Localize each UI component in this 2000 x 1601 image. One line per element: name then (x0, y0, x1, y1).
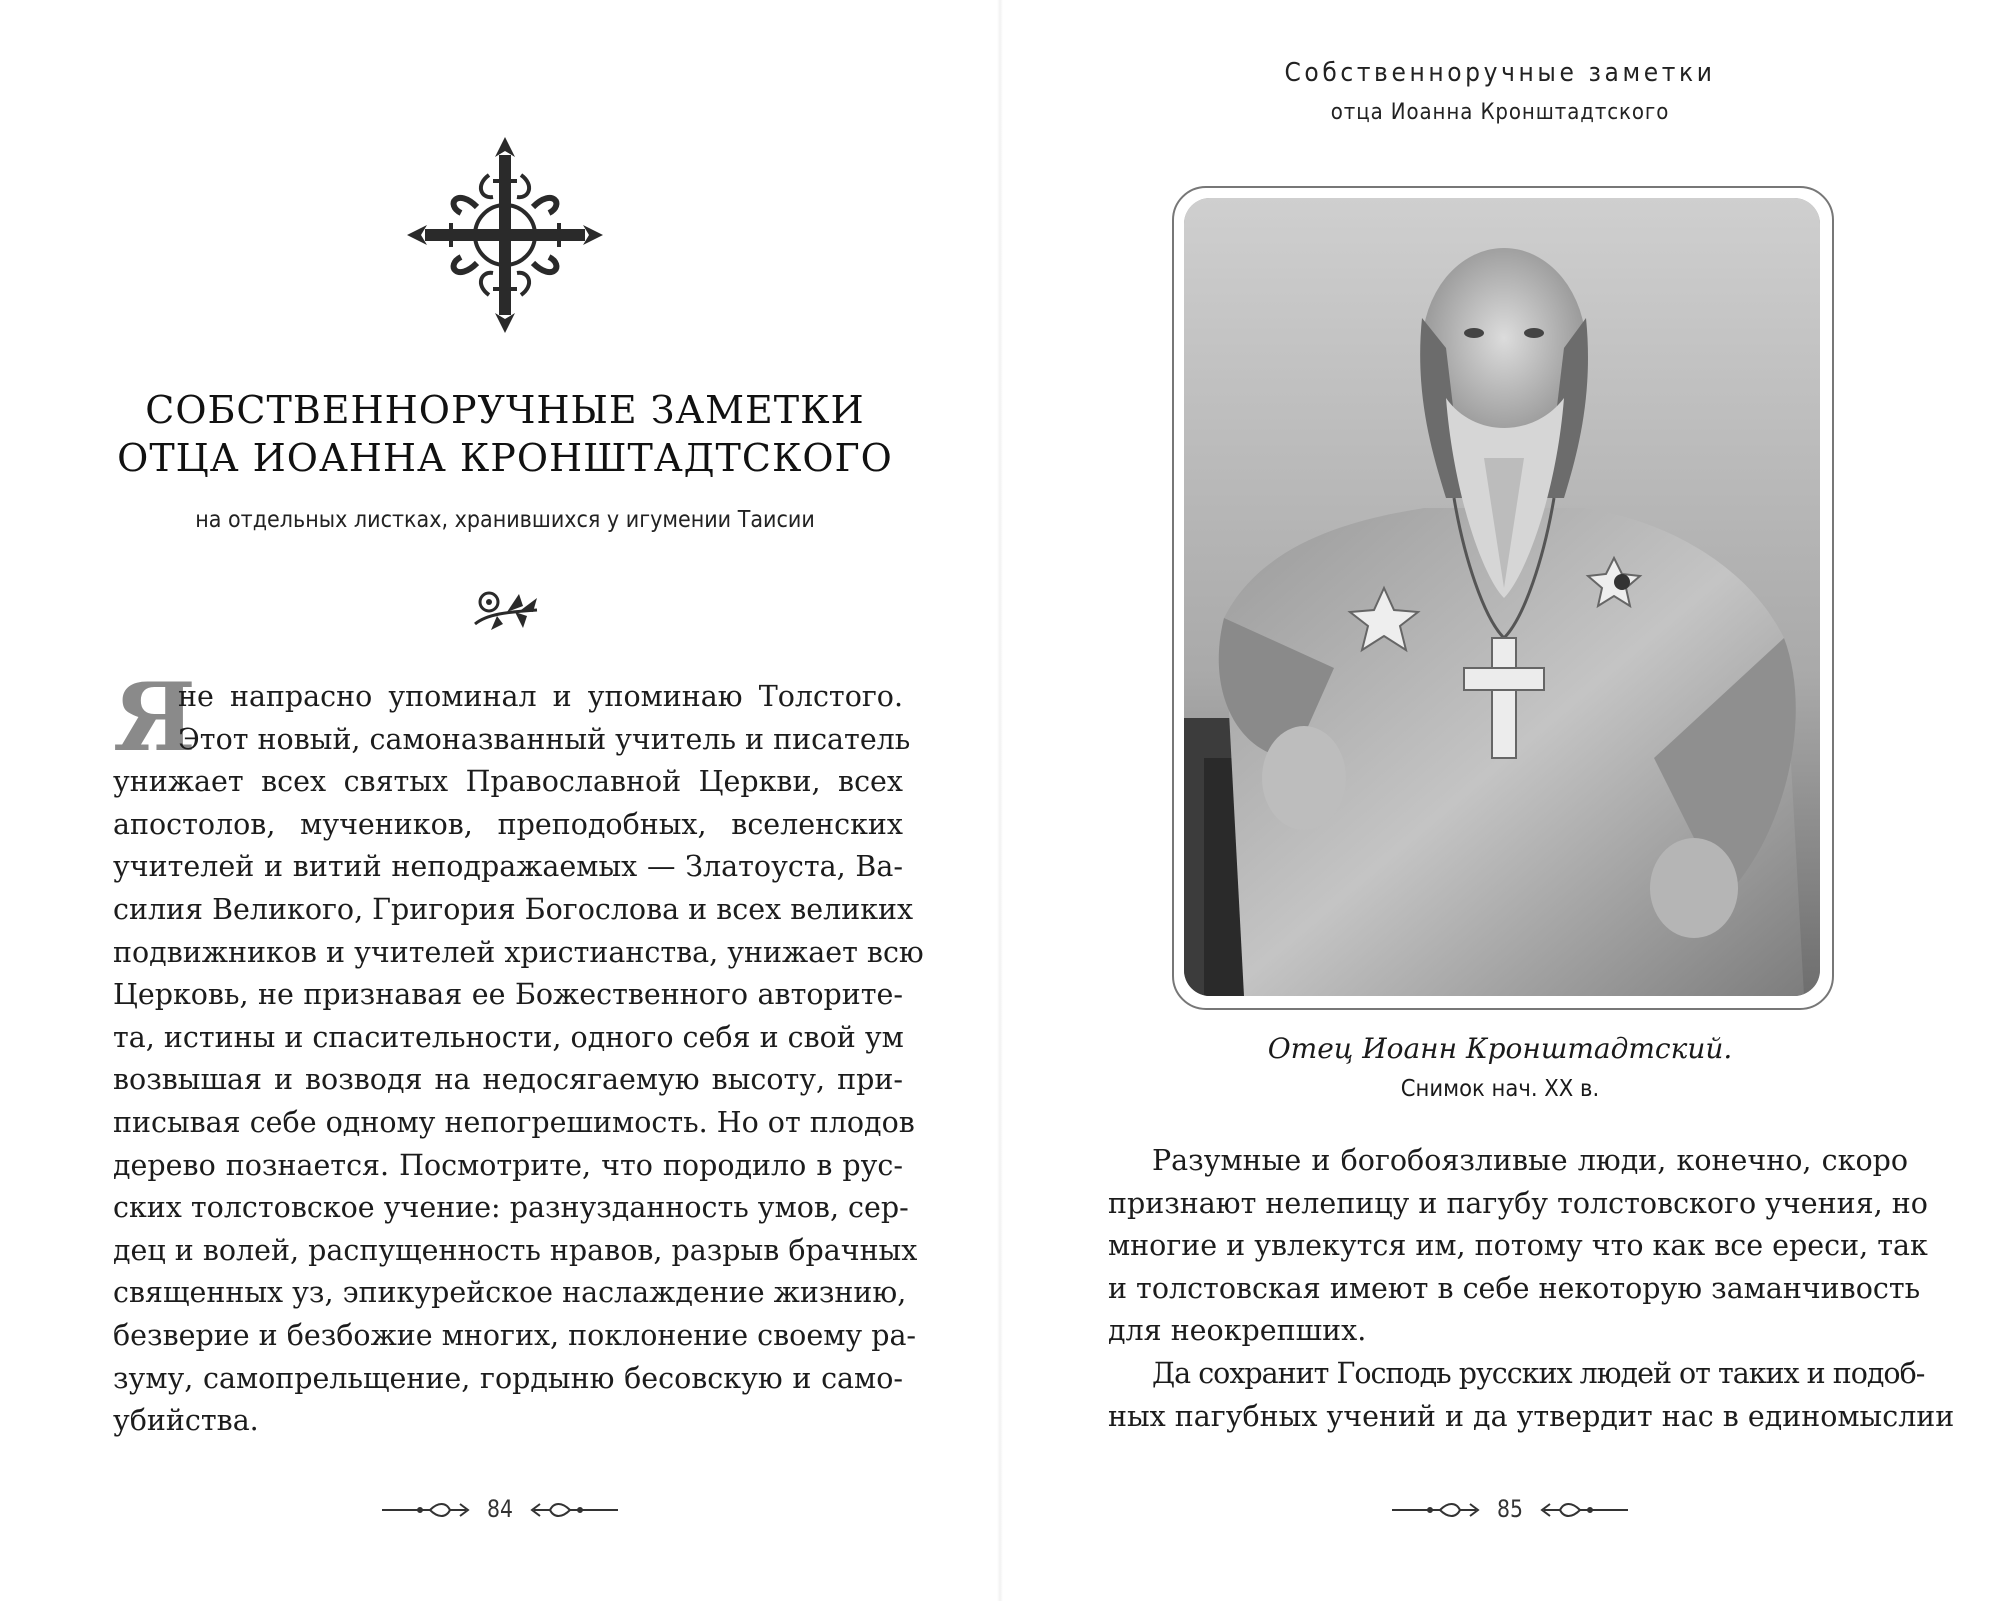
photo-caption-title: Отец Иоанн Кронштадтский. (1267, 1032, 1733, 1065)
text-line: Церковь, не признавая ее Божественного авторите- (113, 978, 903, 1012)
folio-flourish-right-icon (1535, 1499, 1630, 1521)
text-line: Разумные и богобоязливые люди, конечно, скоро (1152, 1144, 1908, 1177)
text-line: безверие и безбожие многих, поклонение своему ра- (113, 1318, 917, 1352)
text-line: Этот новый, самоназванный учитель и писатель (178, 722, 911, 756)
cross-ornament-icon (405, 135, 605, 335)
text-line: апостолов, мучеников, преподобных, вселенских (113, 807, 903, 841)
text-line: дец и волей, распущенность нравов, разрыв брачных (113, 1233, 918, 1267)
folio-flourish-left-icon (1390, 1499, 1485, 1521)
text-line: признают нелепицу и пагубу толстовского учения, но (1108, 1186, 1928, 1220)
floral-vignette-icon (467, 584, 543, 634)
text-line: ных пагубных учений и да утвердит нас в единомыслии (1108, 1399, 1955, 1433)
left-body-text (113, 663, 924, 1443)
page-number: 85 (1497, 1495, 1523, 1523)
page-number: 84 (487, 1495, 513, 1523)
text-line: ских толстовское учение: разнузданность умов, сер- (113, 1191, 909, 1225)
text-line: дерево познается. Посмотрите, что породило в рус- (113, 1148, 903, 1182)
text-line: многие и увлекутся им, потому что как все ереси, так (1108, 1229, 1928, 1263)
text-line: священных уз, эпикурейское наслаждение жизнию, (113, 1276, 907, 1310)
text-line: для неокрепших. (1108, 1314, 1367, 1348)
text-line: унижает всех святых Православной Церкви, всех (113, 765, 903, 799)
text-line: писывая себе одному непогрешимость. Но от плодов (113, 1105, 915, 1139)
chapter-title-line-2: ОТЦА ИОАННА КРОНШТАДТСКОГО (117, 436, 893, 480)
text-line: учителей и витий неподражаемых — Златоуста, Ва- (113, 850, 903, 884)
running-head-title: Собственноручные заметки (1284, 58, 1716, 88)
running-head-subtitle: отца Иоанна Кронштадтского (1330, 100, 1670, 125)
page-number-left (380, 1493, 620, 1527)
text-line: и толстовская имеют в себе некоторую заманчивость (1108, 1271, 1921, 1305)
text-line: подвижников и учителей христианства, унижает всю (113, 935, 924, 969)
folio-flourish-left-icon (380, 1499, 475, 1521)
right-body-text (1108, 1140, 1955, 1438)
chapter-title-line-1: СОБСТВЕННОРУЧНЫЕ ЗАМЕТКИ (145, 388, 865, 432)
drop-cap: Я (113, 663, 196, 773)
photo-caption-date: Снимок нач. XX в. (1400, 1076, 1600, 1102)
text-line: Да сохранит Господь русских людей от таких и подоб- (1152, 1356, 1925, 1390)
text-line: зуму, самопрельщение, гордыню бесовскую и само- (113, 1361, 903, 1395)
text-line: силия Великого, Григория Богослова и всех великих (113, 892, 914, 926)
folio-flourish-right-icon (525, 1499, 620, 1521)
text-line: убийства. (113, 1404, 259, 1438)
portrait-photo (1184, 198, 1820, 996)
text-line: не напрасно упоминал и упоминаю Толстого. (178, 680, 903, 713)
text-line: та, истины и спасительности, одного себя и свой ум (113, 1020, 904, 1054)
page-number-right (1390, 1493, 1630, 1527)
chapter-subtitle: на отдельных листках, хранившихся у игумении Таисии (195, 507, 815, 533)
text-line: возвышая и возводя на недосягаемую высоту, при- (113, 1063, 903, 1097)
